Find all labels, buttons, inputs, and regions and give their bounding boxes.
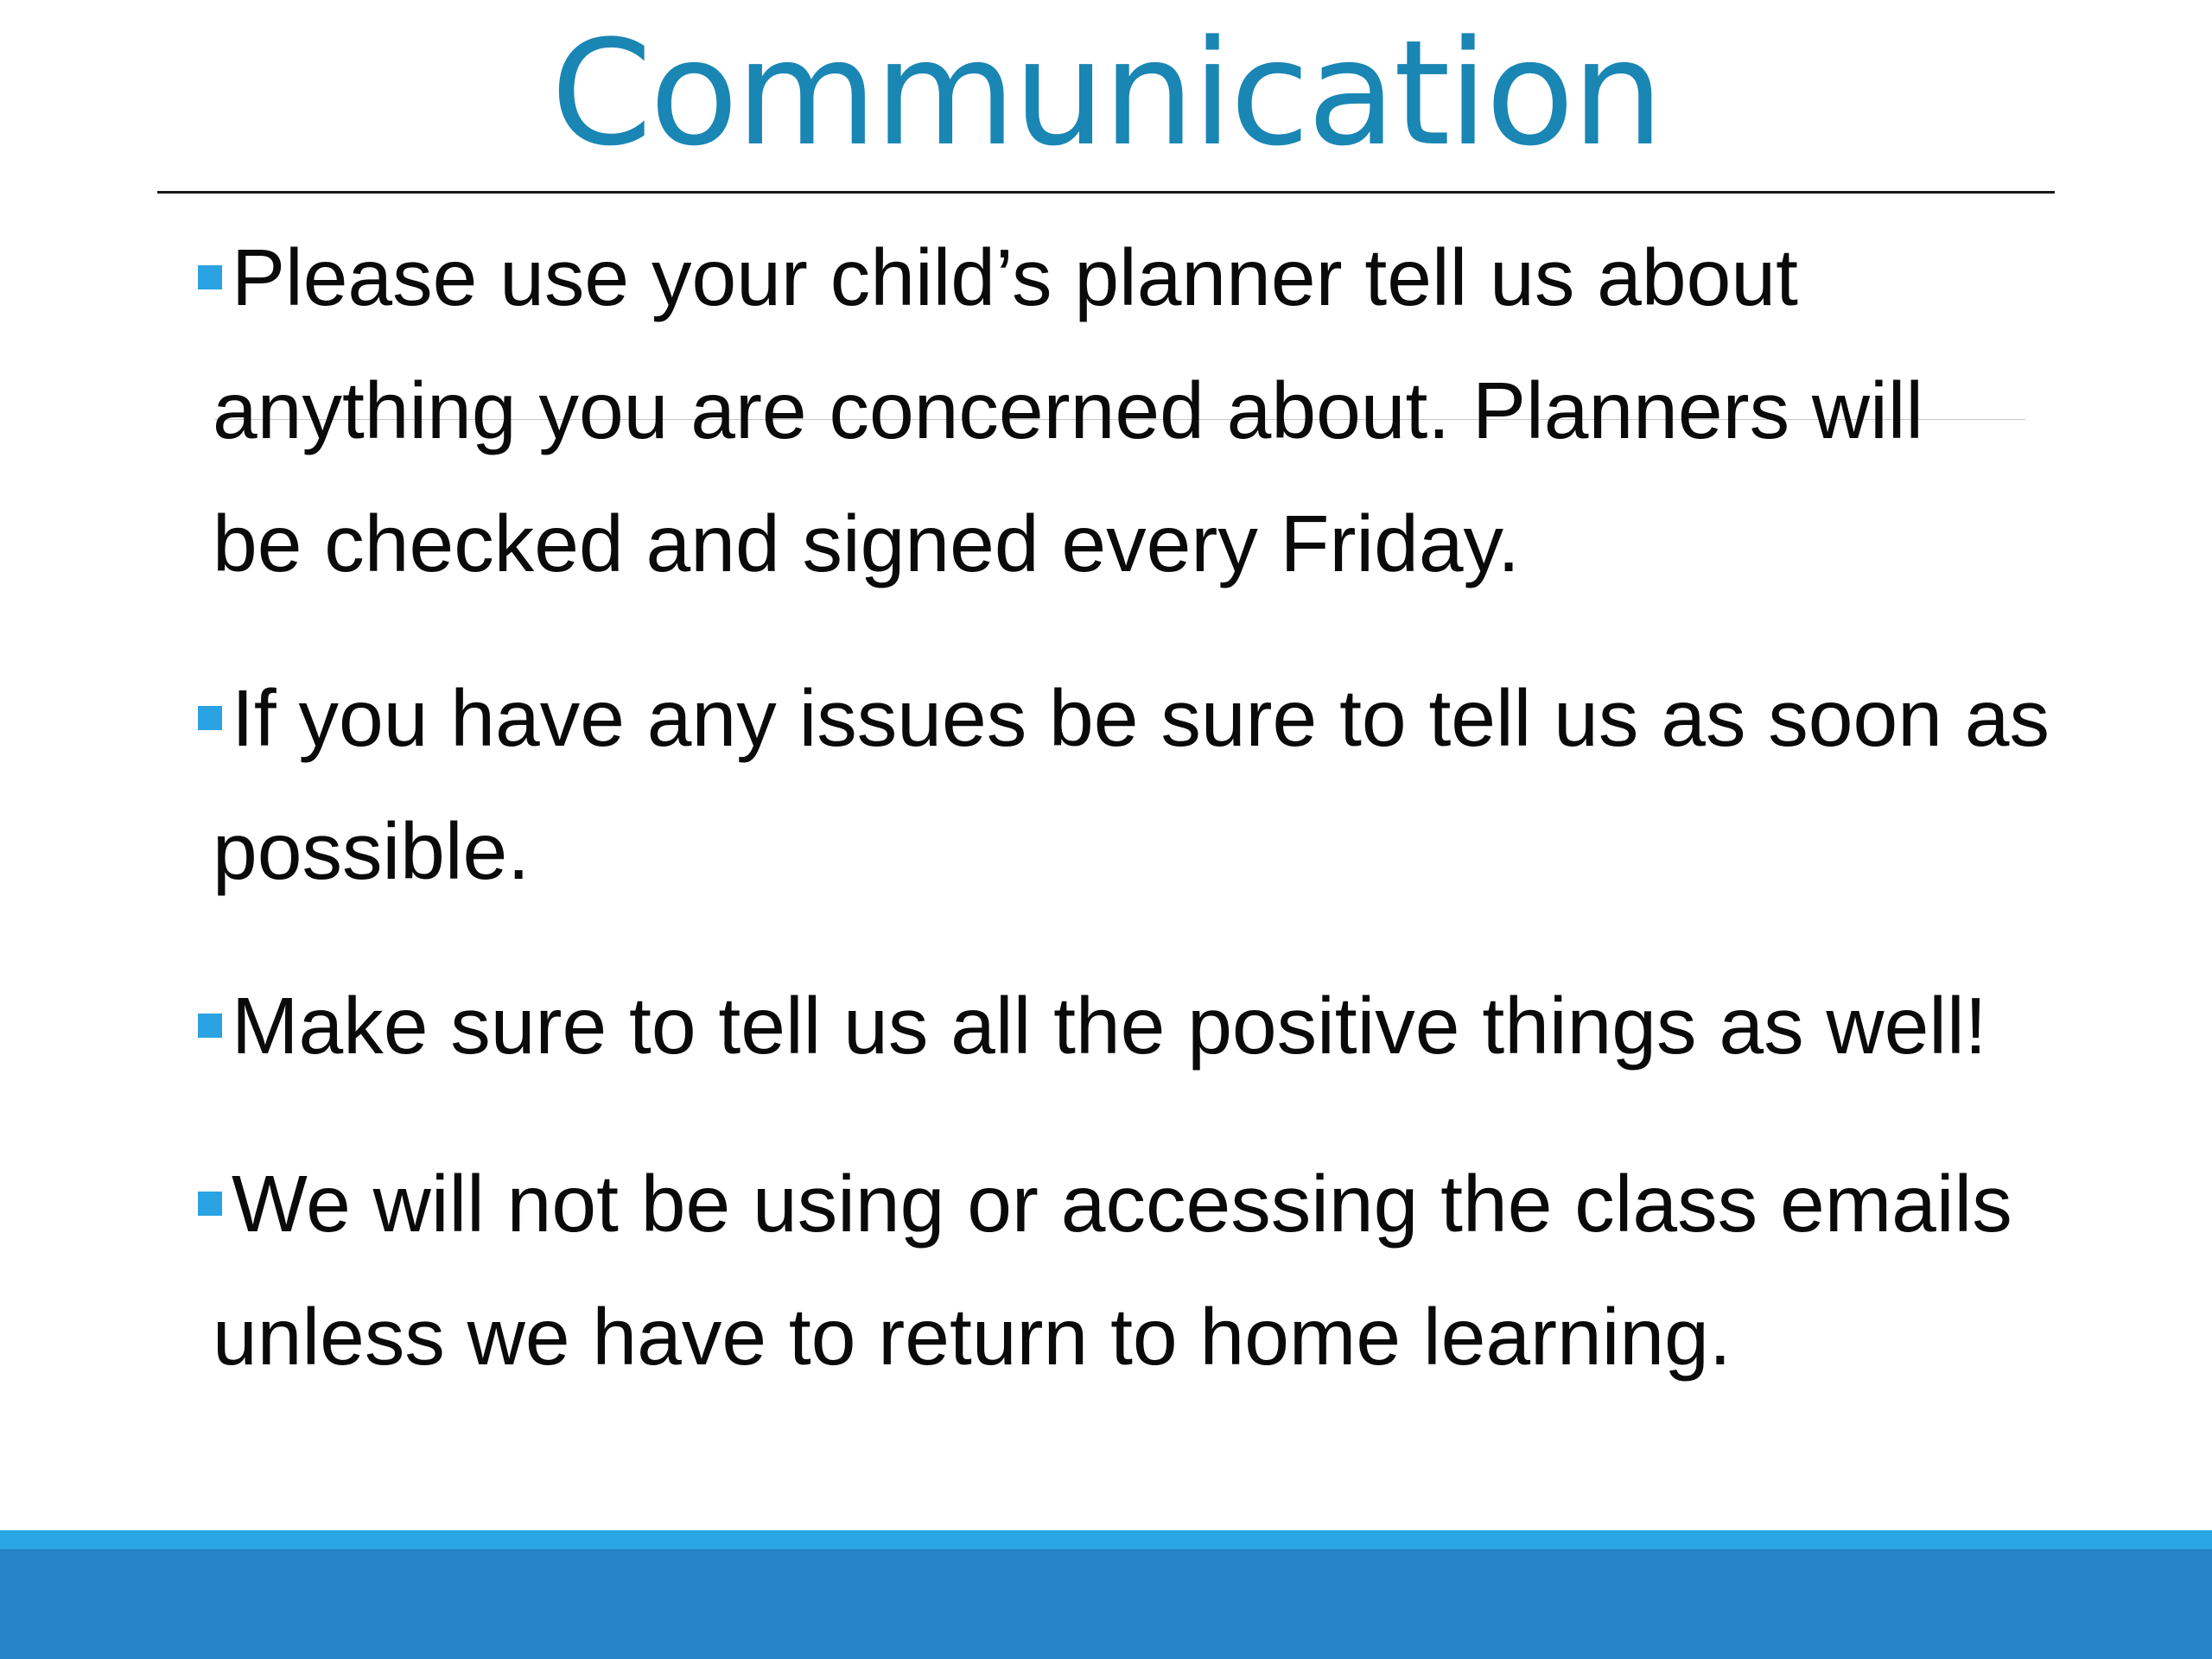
bullet-square-icon — [198, 706, 222, 730]
bullet-line: unless we have to return to home learning. — [213, 1292, 1732, 1382]
bullet-line: If you have any issues be sure to tell us as soon as — [232, 673, 2050, 763]
slide-title: Communication — [550, 9, 1662, 178]
bullet-line: Make sure to tell us all the positive things as well! — [232, 981, 1987, 1071]
footer-accent-bar — [0, 1530, 2212, 1549]
bullet-square-icon — [198, 1192, 222, 1216]
bullet-line: Please use your child’s planner tell us about — [232, 232, 1798, 322]
bullet-square-icon — [198, 265, 222, 289]
bullet-line: anything you are concerned about. Planners will — [213, 365, 1924, 455]
bullet-square-icon — [198, 1014, 222, 1038]
bullet-line: We will not be using or accessing the class emails — [232, 1159, 2012, 1249]
bullet-line: possible. — [213, 806, 531, 896]
footer-bar — [0, 1549, 2212, 1659]
bullet-line: be checked and signed every Friday. — [213, 499, 1520, 588]
